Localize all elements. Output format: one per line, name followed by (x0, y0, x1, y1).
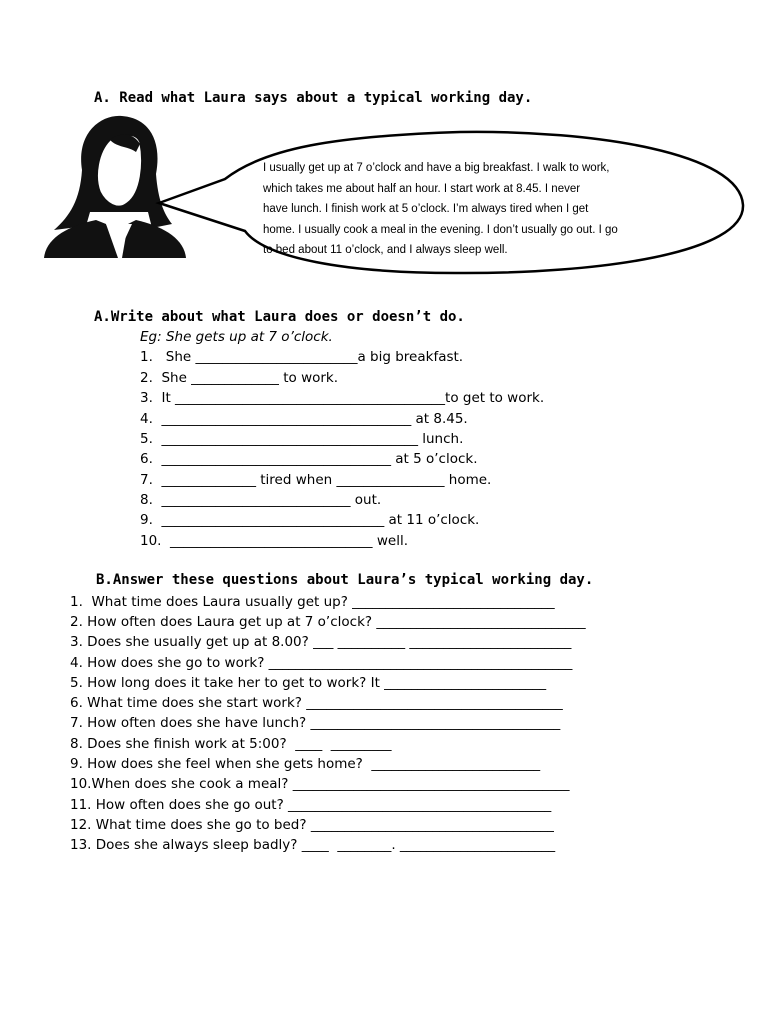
question-item: 3. Does she usually get up at 8.00? ___ __________ ________________________ (70, 634, 572, 650)
speech-line: have lunch. I finish work at 5 o’clock. I’m always tired when I get (263, 203, 589, 215)
question-item: 1. What time does Laura usually get up? ______________________________ (70, 594, 555, 610)
write-item: 5. ______________________________________ lunch. (140, 431, 464, 447)
question-item: 11. How often does she go out? _______________________________________ (70, 797, 552, 813)
question-item: 4. How does she go to work? _____________________________________________ (70, 655, 573, 671)
write-item: 8. ____________________________ out. (140, 492, 382, 508)
speech-line: which takes me about half an hour. I start work at 8.45. I never (263, 182, 581, 195)
question-item: 8. Does she finish work at 5:00? ____ _________ (70, 736, 392, 752)
write-item: 10. ______________________________ well. (140, 533, 408, 549)
write-item: 4. _____________________________________ at 8.45. (140, 411, 468, 427)
write-item: 7. ______________ tired when ________________ home. (140, 472, 492, 488)
speech-line: I usually get up at 7 o’clock and have a big breakfast. I walk to work, (263, 162, 610, 174)
write-item: 3. It ________________________________________to get to work. (140, 390, 545, 406)
question-item: 9. How does she feel when she gets home? _________________________ (70, 756, 541, 772)
question-item: 10.When does she cook a meal? _________________________________________ (70, 776, 570, 792)
question-item: 13. Does she always sleep badly? ____ ________. _______________________ (70, 837, 556, 853)
question-item: 5. How long does it take her to get to work? It ________________________ (70, 675, 547, 691)
question-item: 2. How often does Laura get up at 7 o’clock? _______________________________ (70, 614, 586, 630)
speech-bubble-text (263, 158, 693, 261)
write-item: 9. _________________________________ at 11 o’clock. (140, 512, 480, 528)
write-item: 6. __________________________________ at 5 o’clock. (140, 451, 478, 467)
write-item: 1. She ________________________a big breakfast. (140, 349, 464, 365)
question-item: 6. What time does she start work? ______________________________________ (70, 695, 563, 711)
example-sentence: Eg: She gets up at 7 o’clock. (140, 329, 333, 345)
answer-section-heading: B.Answer these questions about Laura’s typical working day. (96, 572, 594, 588)
speech-line: home. I usually cook a meal in the evening. I don’t usually go out. I go (263, 223, 618, 236)
question-item: 7. How often does she have lunch? _____________________________________ (70, 715, 561, 731)
question-item: 12. What time does she go to bed? ____________________________________ (70, 817, 554, 833)
write-item: 2. She _____________ to work. (140, 370, 339, 386)
write-section-heading: A.Write about what Laura does or doesn’t do. (94, 309, 465, 325)
speech-line: to bed about 11 o’clock, and I always sleep well. (263, 244, 508, 256)
read-section-heading: A. Read what Laura says about a typical working day. (94, 90, 533, 106)
